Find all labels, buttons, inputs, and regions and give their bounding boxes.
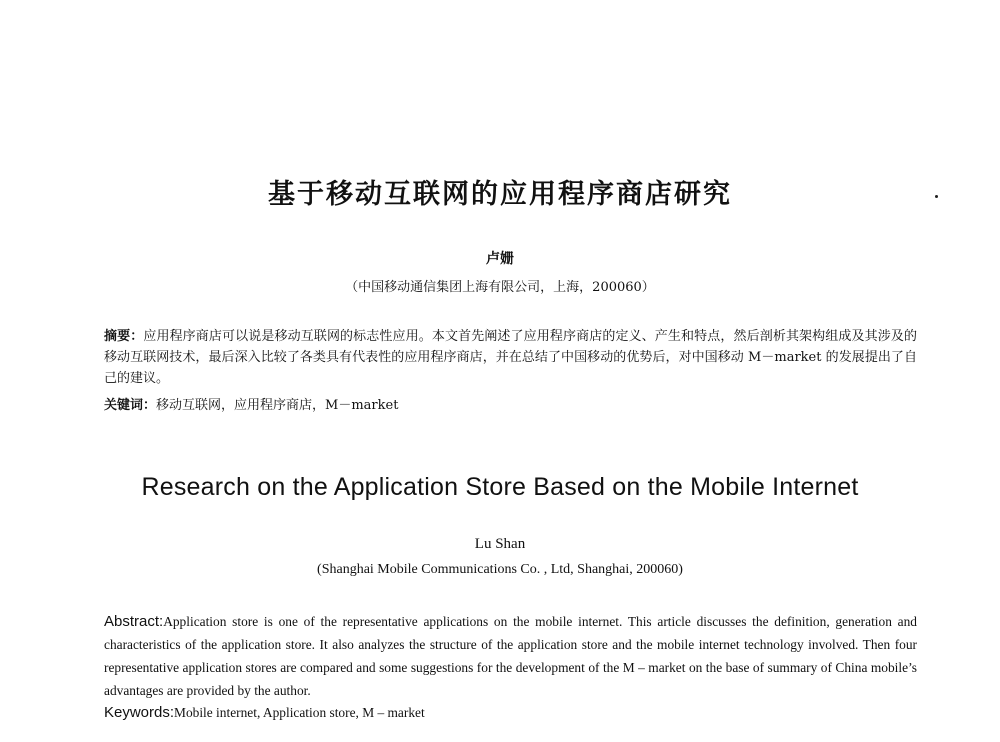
- chinese-keywords: [104, 396, 917, 416]
- chinese-keywords-label: 关键词：: [104, 398, 157, 413]
- english-affiliation: (Shanghai Mobile Communications Co. , Ltd, Shanghai, 200060): [317, 562, 683, 577]
- chinese-abstract-label: 摘要：: [104, 329, 144, 344]
- chinese-keywords-text: 移动互联网，应用程序商店，M－market: [156, 398, 399, 413]
- chinese-affiliation: （中国移动通信集团上海有限公司，上海，200060）: [345, 280, 655, 295]
- chinese-author: 卢姗: [486, 251, 514, 267]
- english-author: Lu Shan: [474, 536, 526, 552]
- english-keywords-text: Mobile internet, Application store, M – market: [174, 705, 425, 720]
- english-abstract-label: Abstract:: [104, 613, 164, 630]
- chinese-title: 基于移动互联网的应用程序商店研究: [268, 179, 732, 210]
- stray-dot: [935, 195, 938, 198]
- english-abstract-text: Application store is one of the representative applications on the mobile internet. This article discusses the definition, generation and characteristics of the application store. It also analyzes the structure of the application store and the mobile internet technology involved. Then four representative application stores are compared and some suggestions for the development of the M – market on the base of summary of China mobile’s advantages are provided by the author.: [104, 614, 917, 698]
- english-keywords-label: Keywords:: [104, 704, 175, 721]
- chinese-abstract-text: 应用程序商店可以说是移动互联网的标志性应用。本文首先阐述了应用程序商店的定义、产生和特点，然后剖析其架构组成及其涉及的移动互联网技术，最后深入比较了各类具有代表性的应用程序商店，并在总结了中国移动的优势后，对中国移动 M－market 的发展提出了自己的建议。: [104, 329, 917, 386]
- chinese-abstract: [104, 326, 917, 389]
- english-keywords: [104, 703, 917, 723]
- english-title: Research on the Application Store Based on the Mobile Internet: [141, 473, 859, 501]
- english-abstract: [104, 610, 917, 702]
